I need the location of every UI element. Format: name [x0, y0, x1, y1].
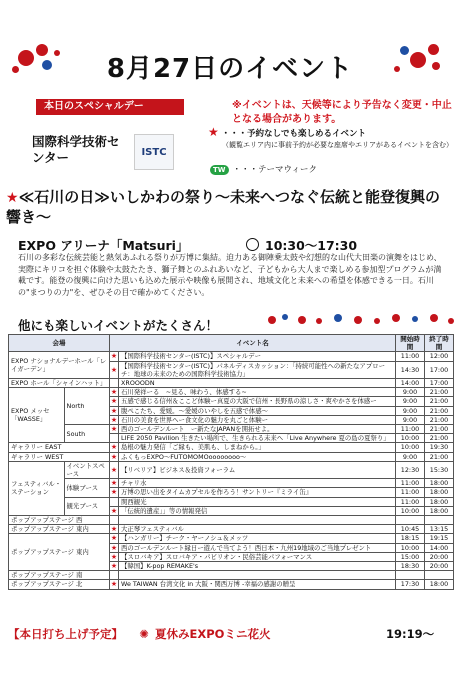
legend-theme-week-text: ・・・テーマウィーク: [232, 165, 317, 175]
legend-reservation: [208, 127, 453, 151]
table-row: ★ 【スロバキア】スロバキア・パビリオン・民俗芸能パフォーマンス 15:00 20:00: [9, 552, 454, 561]
table-row: ギャラリー EAST ★ 島根の魅力発信「ご縁も、美肌も、しまねから。」 10:00 19:30: [9, 443, 454, 452]
table-row: ★ 万博の思い出をタイムカプセルを作ろう！サントリー『ミライ缶』 11:00 18:00: [9, 488, 454, 497]
firework-icon: ✺: [139, 627, 149, 641]
venue-name: EXPO アリーナ「Matsuri」: [18, 238, 189, 253]
header-event: イベント名: [110, 335, 396, 352]
table-row: ポップアップステージ 南: [9, 571, 454, 580]
table-row: ポップアップステージ 東内 ★ 【ハンガリー】チーク・ヤーノシュ＆メッツ 18:15 19:15: [9, 534, 454, 543]
table-row: LIFE 2050 Pavilion 生きたい場所で、生きられる未来へ「Live Anywhere 夏の島の夏祭り」 10:00 21:00: [9, 434, 454, 443]
fireworks-time: 19:19～: [386, 627, 435, 641]
header-venue: 会場: [9, 335, 110, 352]
festival-title-text: ≪石川の日≫いしかわの祭り～未来へつなぐ伝統と能登復興の響き～: [6, 188, 440, 226]
organizer-logo: ISTC: [134, 134, 174, 170]
legend-reservation-text: ・・・予約なしでも楽しめるイベント: [221, 129, 366, 139]
table-row: ★ 石川の美食を世界へー食文化の魅力を丸ごと体験ー 9:00 21:00: [9, 415, 454, 424]
subheading: 他にも楽しいイベントがたくさん！: [18, 318, 219, 333]
legend-reservation-note: （観覧エリア内に事前予約が必要な座席やエリアがあるイベントを含む）: [222, 141, 453, 149]
header-start: 開始時間: [396, 335, 425, 352]
event-description: 石川の多彩な伝統芸能と熱気あふれる祭りが万博に集結。迫力ある御陣乗太鼓や幻想的な山代大田楽の演舞をはじめ、実際にキリコを担ぐ体験や太鼓たたき、獅子舞とのふれあいなど、子どもから大人まで楽しめる参加型プログラムが満載です。能登の復興に向けた思いも込めた展示や映像も展開され、地域文化と未来への希望を体感できる一日。石川の"まつりの力"を、ぜひその目で確かめてください。: [18, 253, 442, 297]
table-row: ポップアップステージ 東内 ★ 大正琴フェスティバル 10:45 13:15: [9, 525, 454, 534]
notice-text: ※イベントは、天候等により予告なく変更・中止となる場合があります。: [232, 100, 452, 125]
fireworks-label: 【本日打ち上げ予定】: [8, 627, 123, 641]
table-row: ★ 【韓国】K-pop REMAKE's 18:30 20:00: [9, 562, 454, 571]
page-title: 8月27日のイベント: [106, 54, 354, 84]
clock-icon: [246, 238, 259, 251]
organizer-name: 国際科学技術センター: [32, 134, 120, 165]
table-row: ★ 五感で感じる信州＆ここど体験ー真夏の大阪で信州・長野県の涼しさ・爽やかさを体感ー 9:00 21:00: [9, 397, 454, 406]
table-row: ★ 西のゴールデンルート縁日ー遊んで当てよう！西日本・九州19地域のご当地プレゼント 10:00 14:00: [9, 543, 454, 552]
table-row: EXPO ナショナルデーホール「レイガーデン」 ★ 【国際科学技術センター(ISTC)】スペシャルデー 11:00 12:00: [9, 352, 454, 361]
table-row: ギャラリー WEST ★ ふくもっEXPO～FUTOMOMOoooooooo～ 9:00 21:00: [9, 452, 454, 461]
star-icon: ★: [6, 190, 19, 206]
table-row: 体験ブース ★ チャリ水 11:00 18:00: [9, 479, 454, 488]
table-row: ★ 腹ぺこたち、愛媛。～愛媛のいやしを五感で体感～ 9:00 21:00: [9, 406, 454, 415]
legend-theme-week: [210, 163, 317, 175]
table-row: ★ 「伝統的遺産」」等の情報発信 10:00 18:00: [9, 506, 454, 515]
fireworks-event: 夏休みEXPOミニ花火: [155, 627, 271, 641]
festival-title: [6, 188, 454, 227]
table-row: EXPO ホール「シャインハット」 XROOODN 14:00 17:00: [9, 379, 454, 388]
table-row: ★ 【国際科学技術センター(ISTC)】パネルディスカッション：「持続可能性への新たなアプローチ：地球の未来のための国際科学技術協力」 14:30 17:00: [9, 361, 454, 378]
table-row: 観光ブース 関西観光 11:00 18:00: [9, 497, 454, 506]
events-table: [8, 334, 454, 590]
theme-week-badge: TW: [210, 165, 229, 175]
table-row: フェスティバル・ステーション イベントスペース ★ 【リベリア】ビジネス＆投資フォーラム 12:30 15:30: [9, 461, 454, 478]
header-end: 終了時間: [425, 335, 454, 352]
special-day-label: 本日のスペシャルデー: [36, 99, 184, 115]
event-time-text: 10:30～17:30: [265, 238, 358, 253]
table-header-row: [9, 335, 454, 352]
table-row: South ★ 西のゴールデンルート ー新たなJAPANを開拓せよ。 11:00 21:00: [9, 425, 454, 434]
table-row: ポップアップステージ 北 ★ We TAIWAN 台湾文化 in 大阪・関西万博 -幸福の感謝の贈呈 17:30 18:00: [9, 580, 454, 589]
star-icon: ★: [208, 125, 219, 139]
table-row: EXPO メッセ「WASSE」 North ★ 石川発祥ーる ~見る、味わう、体感する~ 9:00 21:00: [9, 388, 454, 397]
decorative-dots-row: [268, 312, 458, 328]
table-row: ポップアップステージ 西: [9, 516, 454, 525]
fireworks-banner: [8, 623, 452, 645]
